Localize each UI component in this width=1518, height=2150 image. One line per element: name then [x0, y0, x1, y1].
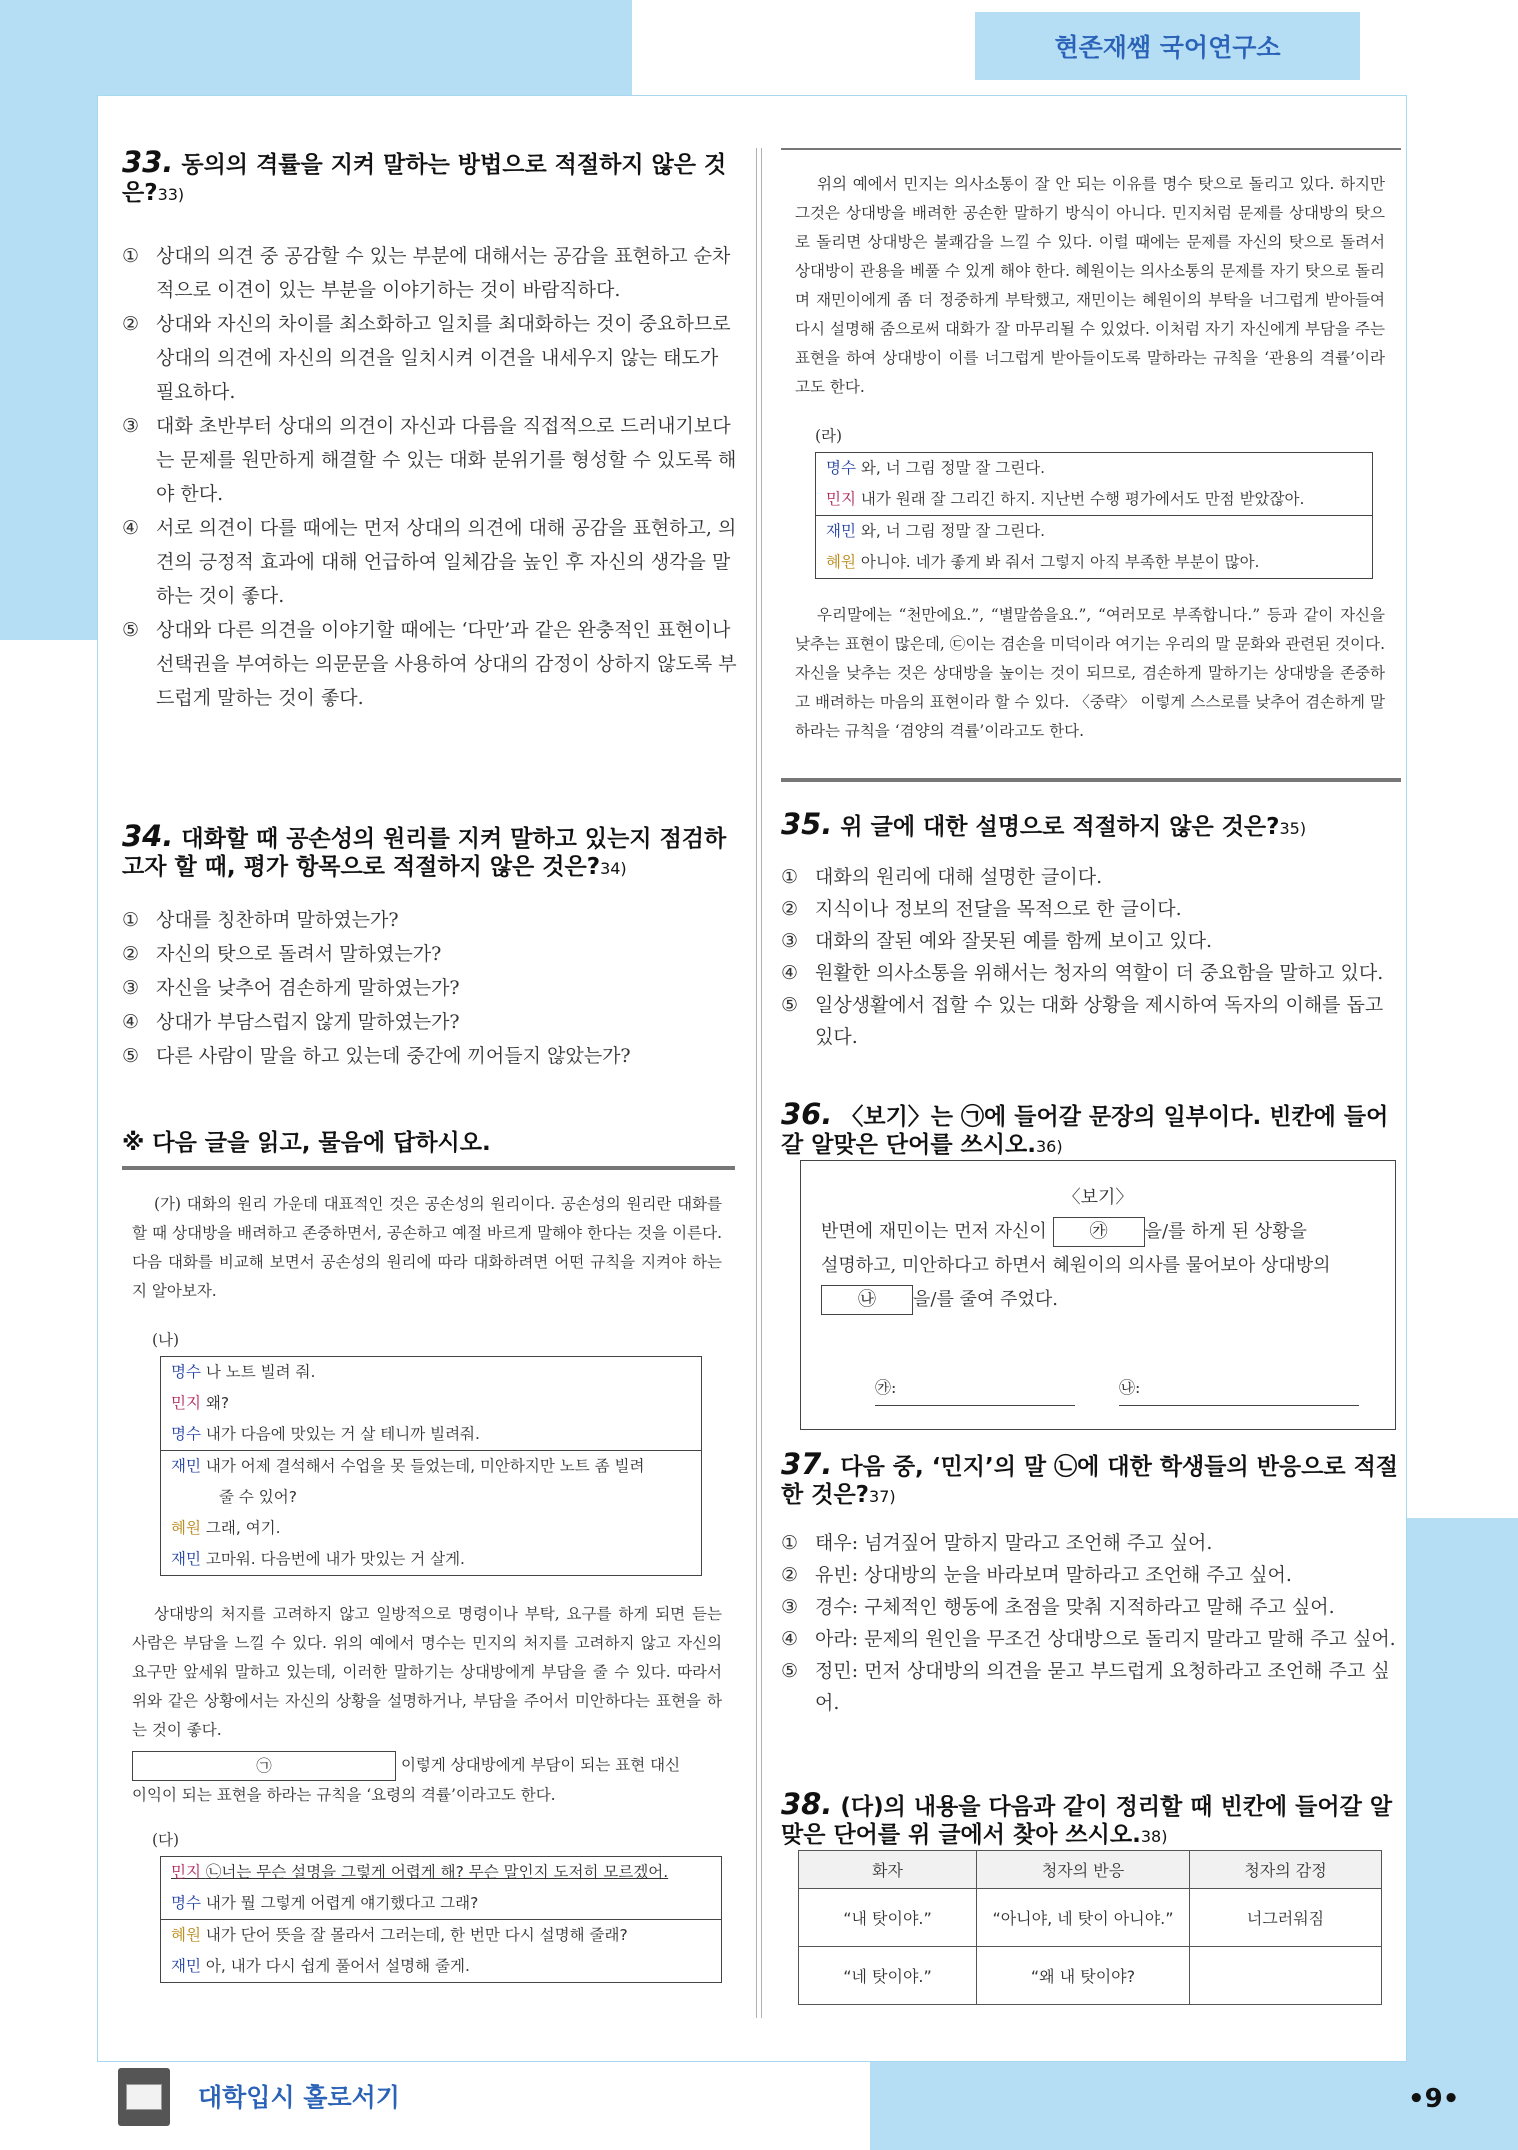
option-5[interactable]: ⑤ 상대와 다른 의견을 이야기할 때에는 ‘다만’과 같은 완충적인 표현이나 선택권을 부여하는 의문문을 사용하여 상대의 감정이 상하지 않도록 부드럽게 말하는 것이 좋다. — [122, 619, 737, 709]
answer-na[interactable]: ㉯: — [1119, 1371, 1359, 1406]
dialogue-line: 명수 와, 너 그림 정말 잘 그린다. — [826, 459, 1046, 477]
dialogue-line: 명수 나 노트 빌려 줘. — [171, 1363, 316, 1381]
question-38 — [781, 1787, 1401, 1851]
passage-para2: 상대방의 처지를 고려하지 않고 일방적으로 명령이나 부탁, 요구를 하게 되면 듣는 사람은 부담을 느낄 수 있다. 위의 예에서 명수는 민지의 처지를 고려하지 않고 자신의 요구만 앞세워 말하고 있는데, 이러한 말하기는 상대방에게 부담을 줄 수 있다. 따라서 위와 같은 상황에서는 자신의 상황을 설명하거나, 부담을 주어서 미안하다는 표현을 하는 것이 좋다. — [132, 1605, 722, 1739]
example-line-3: ㉯ 을/를 줄여 주었다. — [821, 1283, 1375, 1317]
option-1[interactable]: ① 상대를 칭찬하며 말하였는가? — [122, 909, 399, 931]
example-line-1: 반면에 재민이는 먼저 자신이 ㉮ 을/를 하게 된 상황을 — [821, 1215, 1375, 1249]
question-36-title — [781, 1097, 1401, 1161]
dialogue-line: 혜원 그래, 여기. — [171, 1519, 281, 1537]
footnote-ref: 37) — [869, 1487, 896, 1506]
instruction: ※ 다음 글을 읽고, 물음에 답하시오. — [122, 1130, 491, 1156]
passage-para3: ㉠ 이렇게 상대방에게 부담이 되는 표현 대신 이익이 되는 표현을 하라는 규칙을 ‘요령의 격률’이라고도 한다. — [132, 1751, 722, 1810]
option-4[interactable]: ④ 원활한 의사소통을 위해서는 청자의 역할이 더 중요함을 말하고 있다. — [781, 962, 1384, 984]
question-33-title — [122, 145, 737, 209]
summary-table — [798, 1850, 1382, 2005]
column-divider-2 — [761, 148, 762, 2018]
question-34 — [122, 819, 737, 1073]
passage-right — [795, 170, 1385, 746]
question-text: (다)의 내용을 다음과 같이 정리할 때 빈칸에 들어갈 알맞은 단어를 위 글에서 찾아 쓰시오. — [781, 1794, 1393, 1848]
footnote-ref: 34) — [600, 859, 627, 878]
question-text: 〈보기〉는 ㉠에 들어갈 문장의 일부이다. 빈칸에 들어갈 알맞은 단어를 쓰시오. — [781, 1104, 1389, 1158]
option-3[interactable]: ③ 대화의 잘된 예와 잘못된 예를 함께 보이고 있다. — [781, 930, 1213, 952]
question-36 — [781, 1097, 1401, 1161]
dialogue-line: 명수 내가 다음에 맛있는 거 살 테니까 빌려줘. — [171, 1425, 480, 1443]
options-list — [781, 861, 1401, 1053]
option-4[interactable]: ④ 상대가 부담스럽지 않게 말하였는가? — [122, 1011, 460, 1033]
option-5[interactable]: ⑤ 다른 사람이 말을 하고 있는데 중간에 끼어들지 않았는가? — [122, 1045, 631, 1067]
table-cell: “네 탓이야.” — [799, 1947, 977, 2005]
blank-ga-box[interactable]: ㉮ — [1053, 1217, 1145, 1247]
option-2[interactable]: ② 지식이나 정보의 전달을 목적으로 한 글이다. — [781, 898, 1182, 920]
option-2[interactable]: ② 자신의 탓으로 돌려서 말하였는가? — [122, 943, 442, 965]
dialogue-line: 재민 고마워. 다음번에 내가 맛있는 거 살게. — [171, 1550, 465, 1568]
passage-bottom-rule — [781, 778, 1401, 782]
page-number: •9• — [1408, 2084, 1460, 2114]
answer-ga[interactable]: ㉮: — [875, 1371, 1075, 1406]
table-header: 화자 — [799, 1851, 977, 1889]
option-1[interactable]: ① 태우: 넘겨짚어 말하지 말라고 조언해 주고 싶어. — [781, 1532, 1213, 1554]
blank-a-box[interactable] — [132, 1751, 396, 1781]
table-header-row — [799, 1851, 1382, 1889]
label-na: (나) — [152, 1331, 180, 1349]
question-number: 37. — [781, 1447, 833, 1481]
footnote-ref: 33) — [157, 185, 185, 204]
question-34-title — [122, 819, 737, 883]
option-3[interactable]: ③ 대화 초반부터 상대의 의견이 자신과 다름을 직접적으로 드러내기보다는 문제를 원만하게 해결할 수 있는 대화 분위기를 형성할 수 있도록 해야 한다. — [122, 415, 737, 505]
question-number: 35. — [781, 807, 833, 841]
passage-para4: 위의 예에서 민지는 의사소통이 잘 안 되는 이유를 명수 탓으로 돌리고 있다. 하지만 그것은 상대방을 배려한 공손한 말하기 방식이 아니다. 민지처럼 문제를 상대방의 탓으로 돌리면 상대방은 불쾌감을 느낄 수 있다. 이럴 때에는 문제를 자신의 탓으로 돌려서 상대방이 관용을 베풀 수 있게 해야 한다. 혜원이는 의사소통의 문제를 자기 탓으로 돌리며 재민이에게 좀 더 정중하게 부탁했고, 재민이는 혜원이의 부탁을 너그럽게 받아들여 다시 설명해 줌으로써 대화가 잘 마무리될 수 있었다. 이처럼 자기 자신에게 부담을 주는 표현을 하여 상대방이 이를 너그럽게 받아들이도록 말하라는 규칙을 ‘관용의 격률’이라고도 한다. — [795, 175, 1385, 396]
question-text: 동의의 격률을 지켜 말하는 방법으로 적절하지 않은 것은? — [122, 152, 727, 206]
question-text: 대화할 때 공손성의 원리를 지켜 말하고 있는지 점검하고자 할 때, 평가 항목으로 적절하지 않은 것은? — [122, 826, 727, 880]
option-2[interactable]: ② 유빈: 상대방의 눈을 바라보며 말하라고 조언해 주고 싶어. — [781, 1564, 1292, 1586]
blank-na-box[interactable]: ㉯ — [821, 1285, 913, 1315]
dialogue-line: 명수 내가 뭘 그렇게 어렵게 얘기했다고 그래? — [171, 1894, 479, 1912]
question-37-title — [781, 1447, 1401, 1511]
dialogue-line: 민지 왜? — [171, 1394, 230, 1412]
table-cell: “내 탓이야.” — [799, 1889, 977, 1947]
blank-a-mark: ㉠ — [256, 1757, 272, 1775]
dialogue-line: 줄 수 있어? — [219, 1488, 297, 1506]
option-4[interactable]: ④ 아라: 문제의 원인을 무조건 상대방으로 돌리지 말라고 말해 주고 싶어. — [781, 1628, 1396, 1650]
passage-left — [132, 1190, 722, 1983]
bottom-right-decor — [1403, 1518, 1518, 2150]
footer-title: 대학입시 홀로서기 — [198, 2083, 400, 2112]
question-33 — [122, 145, 737, 715]
question-number: 33. — [122, 145, 174, 179]
table-cell: 너그러워짐 — [1190, 1889, 1382, 1947]
options-list — [781, 1527, 1401, 1719]
header-brand: 현존재쌤 국어연구소 — [1054, 33, 1281, 62]
table-header: 청자의 반응 — [977, 1851, 1190, 1889]
question-35 — [781, 807, 1401, 1053]
example-title: 〈보기〉 — [1062, 1187, 1134, 1208]
question-35-title — [781, 807, 1401, 843]
option-3[interactable]: ③ 경수: 구체적인 행동에 초점을 맞춰 지적하라고 말해 주고 싶어. — [781, 1596, 1335, 1618]
column-divider — [756, 148, 757, 2018]
passage-top-rule — [122, 1166, 735, 1170]
q36-example-box — [800, 1160, 1396, 1430]
footnote-ref: 38) — [1140, 1827, 1168, 1846]
passage-ga: (가) 대화의 원리 가운데 대표적인 것은 공손성의 원리이다. 공손성의 원리란 대화를 할 때 상대방을 배려하고 존중하면서, 공손하고 예절 바르게 말해야 한다는 것을 이른다. 다음 대화를 비교해 보면서 공손성의 원리에 따라 대화하려면 어떤 규칙을 지켜야 하는지 알아보자. — [132, 1195, 722, 1300]
option-4[interactable]: ④ 서로 의견이 다를 때에는 먼저 상대의 의견에 대해 공감을 표현하고, 의견의 긍정적 효과에 대해 언급하여 일체감을 높인 후 자신의 생각을 말하는 것이 좋다. — [122, 517, 737, 607]
label-ra: (라) — [815, 427, 843, 445]
dialogue-line: 혜원 내가 단어 뜻을 잘 몰라서 그러는데, 한 번만 다시 설명해 줄래? — [171, 1926, 628, 1944]
label-da: (다) — [152, 1831, 180, 1849]
left-side-decor — [0, 0, 97, 640]
dialogue-line: 민지 내가 원래 잘 그리긴 하지. 지난번 수행 평가에서도 만점 받았잖아. — [826, 490, 1305, 508]
table-row — [799, 1889, 1382, 1947]
option-1[interactable]: ① 대화의 원리에 대해 설명한 글이다. — [781, 866, 1103, 888]
question-text: 다음 중, ‘민지’의 말 ㉡에 대한 학생들의 반응으로 적절한 것은? — [781, 1454, 1399, 1508]
dialogue-line: 민지 ㉡너는 무슨 설명을 그렇게 어렵게 해? 무슨 말인지 도저히 모르겠어. — [171, 1863, 669, 1881]
question-number: 38. — [781, 1787, 833, 1821]
dialogue-line: 재민 와, 너 그림 정말 잘 그린다. — [826, 522, 1046, 540]
option-5[interactable]: ⑤ 일상생활에서 접할 수 있는 대화 상황을 제시하여 독자의 이해를 돕고 있다. — [781, 994, 1384, 1048]
question-37 — [781, 1447, 1401, 1719]
table-header: 청자의 감정 — [1190, 1851, 1382, 1889]
dialogue-line: 혜원 아니야. 네가 좋게 봐 줘서 그렇지 아직 부족한 부분이 많아. — [826, 553, 1260, 571]
option-3[interactable]: ③ 자신을 낮추어 겸손하게 말하였는가? — [122, 977, 460, 999]
options-list — [122, 239, 737, 715]
question-text: 위 글에 대한 설명으로 적절하지 않은 것은? — [840, 814, 1280, 840]
option-5[interactable]: ⑤ 정민: 먼저 상대방의 의견을 묻고 부드럽게 요청하라고 조언해 주고 싶어. — [781, 1660, 1390, 1714]
options-list — [122, 903, 737, 1073]
footer-logo-icon — [118, 2068, 170, 2126]
table-cell: “아니야, 네 탓이 아니야.” — [977, 1889, 1190, 1947]
question-number: 36. — [781, 1097, 833, 1131]
table-cell: “왜 내 탓이야? — [977, 1947, 1190, 2005]
option-1[interactable]: ① 상대의 의견 중 공감할 수 있는 부분에 대해서는 공감을 표현하고 순차적으로 이견이 있는 부분을 이야기하는 것이 바람직하다. — [122, 245, 731, 301]
footnote-ref: 36) — [1035, 1137, 1063, 1156]
dialogue-da — [160, 1856, 722, 1983]
dialogue-ra — [815, 452, 1373, 579]
option-2[interactable]: ② 상대와 자신의 차이를 최소화하고 일치를 최대화하는 것이 중요하므로 상대의 의견에 자신의 의견을 일치시켜 이견을 내세우지 않는 태도가 필요하다. — [122, 313, 731, 403]
question-number: 34. — [122, 819, 174, 853]
table-row — [799, 1947, 1382, 2005]
passage-right-top-rule — [781, 148, 1401, 150]
dialogue-na — [160, 1356, 702, 1576]
passage-para5: 우리말에는 “천만에요.”, “별말씀을요.”, “여러모로 부족합니다.” 등과 같이 자신을 낮추는 표현이 많은데, ㉢이는 겸손을 미덕이라 여기는 우리의 말 문화와 관련된 것이다. 자신을 낮추는 것은 상대방을 높이는 것이 되므로, 겸손하게 말하기는 상대방을 존중하고 배려하는 마음의 표현이라 할 수 있다. 〈중략〉 이렇게 스스로를 낮추어 겸손하게 말하라는 규칙을 ‘겸양의 격률’이라고도 한다. — [795, 606, 1385, 740]
footnote-ref: 35) — [1279, 819, 1307, 838]
example-line-2: 설명하고, 미안하다고 하면서 혜원이의 의사를 물어보아 상대방의 — [821, 1255, 1331, 1276]
question-38-title — [781, 1787, 1401, 1851]
answer-blank-cell[interactable] — [1190, 1947, 1382, 2005]
dialogue-line: 재민 아, 내가 다시 쉽게 풀어서 설명해 줄게. — [171, 1957, 470, 1975]
dialogue-line: 재민 내가 어제 결석해서 수업을 못 들었는데, 미안하지만 노트 좀 빌려 — [171, 1457, 645, 1475]
header-brand-box — [975, 12, 1360, 80]
